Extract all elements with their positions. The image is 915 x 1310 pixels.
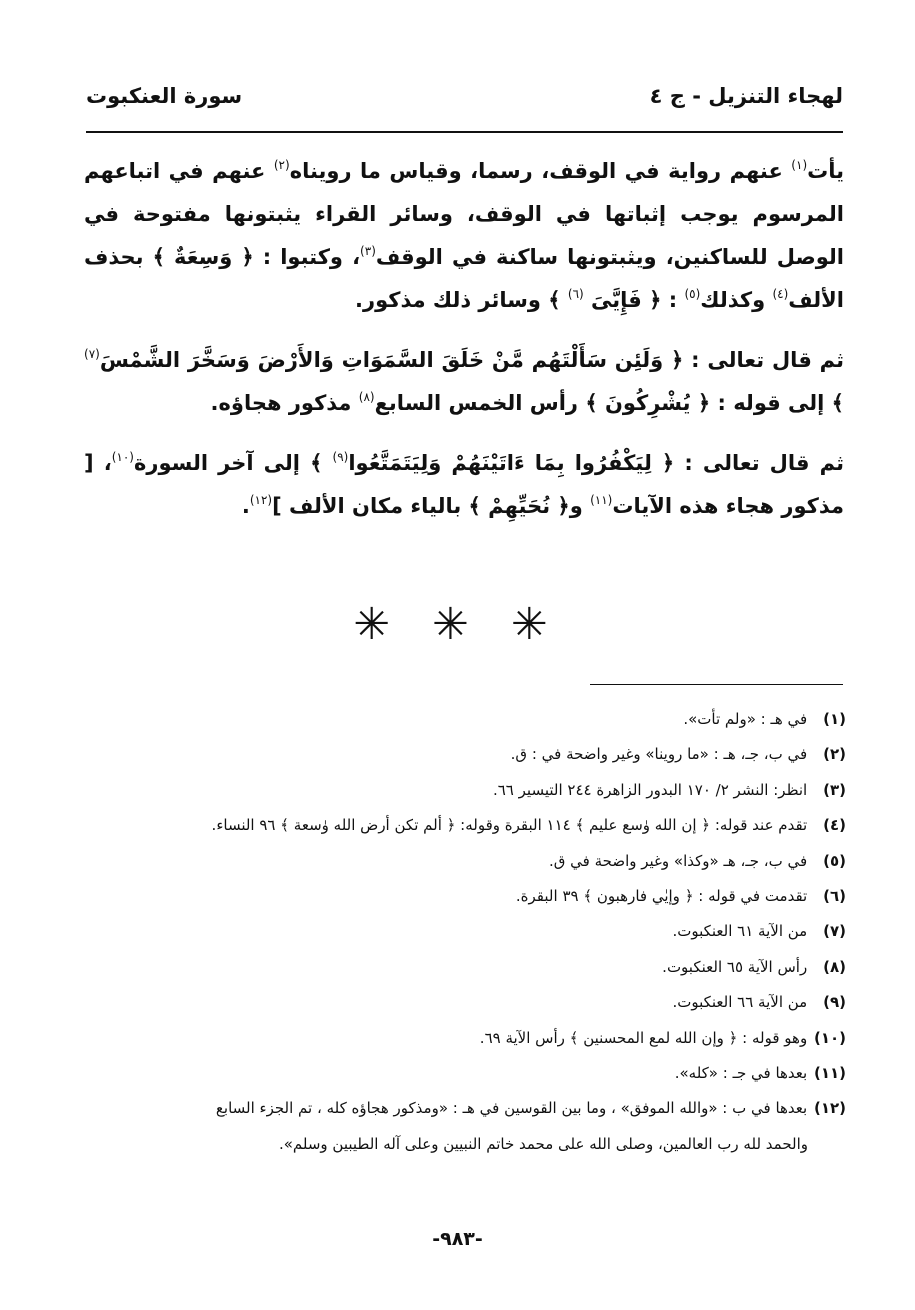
footnote [84, 737, 846, 772]
footnote-text: تقدمت في قوله : ﴿ وإيٰي فارهبون ﴾ ٣٩ البقرة. [515, 887, 808, 906]
book-title: لهجاء التنزيل - ج ٤ [649, 84, 843, 108]
footnote [84, 985, 846, 1020]
footnote-text: من الآية ٦١ العنكبوت. [672, 922, 808, 941]
footnote-text: في ب، جـ، هـ : «ما روينا» وغير واضحة في : ق. [510, 745, 808, 764]
text-run: عنهم رواية في الوقف، رسما، وقياس ما رويناه [289, 159, 792, 183]
footnote [84, 1056, 846, 1091]
footnote-number: (٢) [823, 745, 846, 764]
running-header [86, 84, 843, 124]
footnote [84, 702, 846, 737]
footnote-divider [590, 684, 843, 685]
footnote-marker: (١٢) [249, 493, 273, 507]
footnote-number: (٥) [823, 851, 846, 870]
footnote-number: (٣) [823, 780, 846, 799]
footnote-number: (١٢) [813, 1099, 846, 1118]
text-run: ﴾ وسائر ذلك مذكور. [355, 288, 568, 312]
footnotes [84, 702, 846, 1162]
footnote-marker: (٣) [360, 244, 376, 258]
text-run: ، وكتبوا : ﴿ وَسِعَةٌ ﴾ بحذف الألف [84, 245, 844, 312]
footnote-marker: (٧) [84, 347, 100, 361]
text-run: وكذلك [700, 288, 773, 312]
footnote [84, 914, 846, 949]
footnote [84, 1091, 846, 1126]
text-run: مذكور هجاؤه. [210, 391, 359, 415]
text-run: ، [ مذكور هجاء هذه الآيات [84, 451, 844, 518]
footnote-number: (٤) [823, 816, 846, 835]
footnote-text: في ب، جـ، هـ «وكذا» وغير واضحة في ق. [549, 851, 808, 870]
paragraph-1 [84, 150, 844, 322]
footnote [84, 1021, 846, 1056]
footnote-marker: (١١) [590, 493, 613, 507]
text-run: : ﴿ فَإِيَّىَ [583, 288, 685, 312]
footnote [84, 808, 846, 843]
footnote-marker: (٤) [772, 287, 789, 301]
page-number: -٩٨٣- [432, 1228, 483, 1250]
footnote-marker: (٨) [358, 390, 375, 404]
text-run: ثم قال تعالى : ﴿ وَلَئِن سَأَلْتَهُم مَّنْ خَلَقَ السَّمَوَاتِ وَالأَرْضَ وَسَخَّرَ الشَّمْسَ [99, 348, 844, 372]
footnote-number: (١) [823, 710, 846, 728]
footnote-marker: (٥) [684, 287, 701, 301]
surah-title: سورة العنكبوت [86, 84, 243, 108]
main-text [84, 150, 844, 528]
text-run: عنهم في اتباعهم المرسوم يوجب إثباتها في الوقف، وسائر القراء يثبتونها مفتوحة في الوصل للساكنين، ويثبتونها ساكنة في الوقف [84, 159, 844, 269]
section-ornament [0, 600, 915, 650]
footnote-marker: (١) [791, 158, 808, 172]
footnote [84, 879, 846, 914]
footnote-text: رأس الآية ٦٥ العنكبوت. [662, 957, 808, 976]
footnote [84, 844, 846, 879]
footnote [84, 950, 846, 985]
footnote-continuation: والحمد لله رب العالمين، وصلى الله على محمد خاتم النبيين وعلى آله الطيبين وسلم». [278, 1134, 808, 1153]
footnote-text: تقدم عند قوله: ﴿ إن الله وٰسع عليم ﴾ ١١٤ البقرة وقوله: ﴿ ألم تكن أرض الله وٰسعة ﴾ ٩٦ النساء. [211, 816, 808, 835]
paragraph-3 [84, 442, 844, 528]
footnote-text: في هـ : «ولم تأت». [683, 710, 808, 728]
footnote-marker: (٩) [332, 450, 349, 464]
footnote-marker: (١٠) [111, 450, 134, 464]
footnote-text: بعدها في جـ : «كله». [674, 1064, 808, 1083]
footnote-marker: (٢) [273, 158, 290, 172]
footnote-number: (٨) [823, 957, 846, 976]
text-run: . [241, 494, 250, 518]
text-run: يأت [807, 159, 844, 183]
footnote-text: بعدها في ب : «والله الموفق» ، وما بين القوسين في هـ : «ومذكور هجاؤه كله ، تم الجزء السابع [215, 1099, 808, 1118]
footnote-number: (١١) [813, 1064, 846, 1083]
starburst-icon: ✳ ✳ ✳ [353, 599, 562, 650]
footnote-marker: (٦) [567, 287, 584, 301]
footnote-text: وهو قوله : ﴿ وإن الله لمع المحسنين ﴾ رأس الآية ٦٩. [479, 1028, 808, 1047]
footnote-number: (٧) [823, 922, 846, 941]
paragraph-2 [84, 339, 844, 425]
text-run: ﴾ إلى قوله : ﴿ يُشْرِكُونَ ﴾ رأس الخمس السابع [374, 391, 844, 415]
footnote-text: انظر: النشر ٢/ ١٧٠ البدور الزاهرة ٢٤٤ التيسير ٦٦. [492, 780, 808, 799]
text-run: و﴿ نُحَيِّهِمْ ﴾ بالياء مكان الألف ] [272, 494, 591, 518]
footnote-number: (١٠) [813, 1028, 846, 1047]
footnote-text: من الآية ٦٦ العنكبوت. [672, 993, 808, 1012]
header-divider [86, 131, 843, 133]
footnote [84, 773, 846, 808]
footnote-number: (٩) [823, 993, 846, 1012]
text-run: ثم قال تعالى : ﴿ لِيَكْفُرُوا بِمَا ءَاتَيْنَهُمْ وَلِيَتَمَتَّعُوا [348, 451, 844, 475]
footnote-number: (٦) [823, 887, 846, 906]
text-run: ﴾ إلى آخر السورة [133, 451, 333, 475]
